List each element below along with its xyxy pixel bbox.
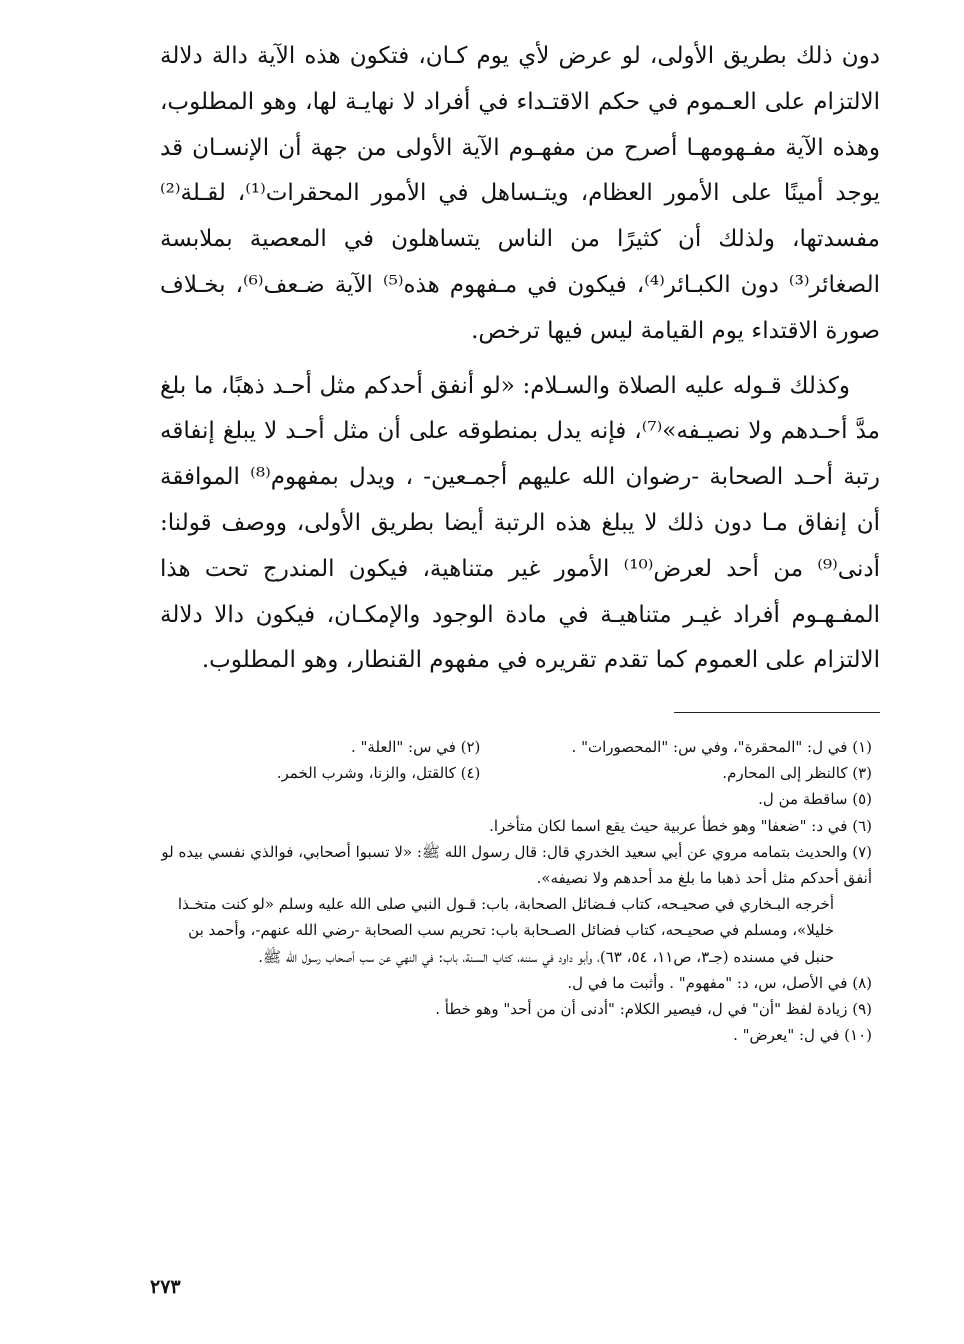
footnote-row-1	[160, 734, 872, 760]
page-number: ٢٧٣	[150, 1276, 181, 1298]
footnote-separator	[674, 712, 880, 713]
footnote-6: (٦) في د: "ضعفا" وهو خطأ عربية حيث يقع اسما لكان متأخرا.	[489, 816, 872, 835]
footnote-3: (٣) كالنظر إلى المحارم.	[722, 764, 872, 783]
footnote-7: (٧) والحديث بتمامه مروي عن أبي سعيد الخدري قال: قال رسول الله ﷺ: «لا تسبوا أصحابي، فوالذي نفسي بيده لو أنفق أحدكم مثل أحد ذهبا ما بلغ مد أحدهم ولا نصيفه».	[161, 842, 872, 888]
footnotes	[160, 734, 872, 1048]
paragraph-1: دون ذلك بطريق الأولى، لو عرض لأي يوم كـان، فتكون هذه الآية دالة دلالة الالتزام على العـموم في حكم الاقتـداء في أفراد لا نهايـة لها، وهو المطلوب، وهذه الآية مفـهومهـا أصرح من مفهـوم الآية الأولى من جهة أن الإنسـان قد يوجد أمينًا على الأمور العظام، ويتـساهل في الأمور المحقرات⁽¹⁾، لقـلة⁽²⁾ مفسدتها، ولذلك أن كثيرًا من الناس يتساهلون في المعصية بملابسة الصغائر⁽³⁾ دون الكبـائر⁽⁴⁾، فيكون في مـفهوم هذه⁽⁵⁾ الآية ضـعف⁽⁶⁾، بخـلاف صورة الاقتداء يوم القيامة ليس فيها ترخص.	[160, 43, 880, 344]
footnote-8: (٨) في الأصل، س، د: "مفهوم" . وأثبت ما في ل.	[567, 973, 872, 992]
footnote-9: (٩) زيادة لفظ "أن" في ل، فيصير الكلام: "أدنى أن من أحد" وهو خطأ .	[435, 1000, 872, 1019]
footnote-row-2	[160, 760, 872, 786]
footnote-4: (٤) كالقتل، والزنا، وشرب الخمر.	[276, 764, 481, 783]
body-text-block	[160, 34, 880, 684]
footnote-2: (٢) في س: "العلة" .	[350, 738, 481, 756]
main-text	[160, 34, 880, 684]
footnote-7-source: أخرجه البـخاري في صحيـحه، كتاب فـضائل الصحابة، باب: قـول النبي صلى الله عليه وسلم «لو كنت متخـذا خليلا»، ومسلم في صحيـحه، كتاب فضائل الصـحابة باب: تحريم سب الصحابة -رضي الله عنهم-، وأحمد بن حنبل في مسنده (جـ٣، ص١١، ٥٤، ٦٣)، وأبو داود في سننه، كتاب السـنة، باب: في النهي عن سب أصحاب رسول الله ﷺ.	[177, 895, 834, 966]
footnote-10: (١٠) في ل: "يعرض" .	[733, 1026, 872, 1045]
footnote-1: (١) في ل: "المحقرة"، وفي س: "المحصورات" .	[571, 738, 872, 756]
footnote-5: (٥) ساقطة من ل.	[758, 790, 872, 809]
paragraph-2: وكذلك قـوله عليه الصلاة والسـلام: «لو أنفق أحدكم مثل أحـد ذهبًا، ما بلغ مدَّ أحـدهم ولا نصيـفه»⁽⁷⁾، فإنه يدل بمنطوقه على أن مثل أحـد لا يبلغ إنفاقه رتبة أحـد الصحابة -رضوان الله عليهم أجمـعين- ، ويدل بمفهوم⁽⁸⁾ الموافقة أن إنفاق مـا دون ذلك لا يبلغ هذه الرتبة أيضا بطريق الأولى، ووصف قولنا: أدنى⁽⁹⁾ من أحد لعرض⁽¹⁰⁾ الأمور غير متناهية، فيكون المندرج تحت هذا المفـهـوم أفراد غيـر متناهيـة في مادة الوجود والإمكـان، فيكون دالا دلالة الالتزام على العموم كما تقدم تقريره في مفهوم القنطار، وهو المطلوب.	[160, 372, 881, 674]
